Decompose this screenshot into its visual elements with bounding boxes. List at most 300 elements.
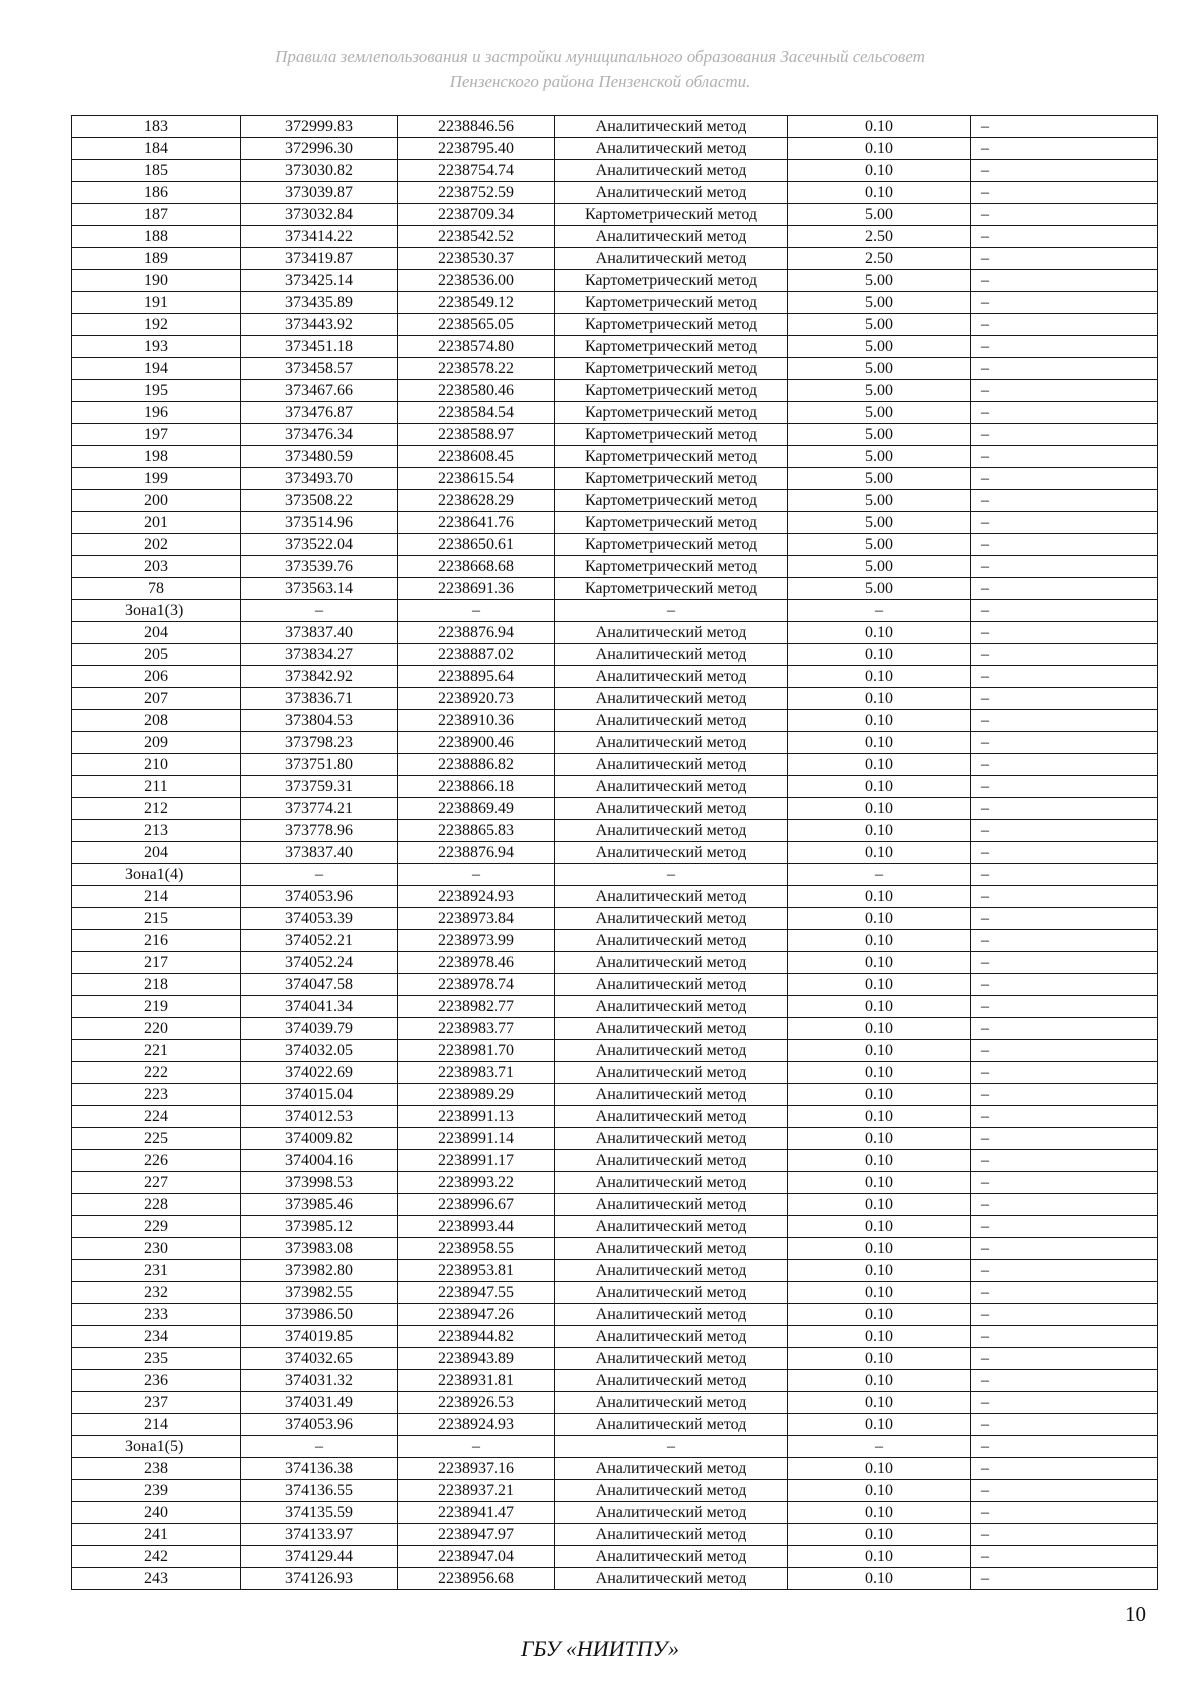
accuracy-cell: 5.00: [788, 578, 971, 600]
table-row: [72, 754, 1158, 776]
table-row: [72, 248, 1158, 270]
x-coordinate-cell: 374136.38: [241, 1458, 398, 1480]
point-number-cell: 211: [72, 776, 241, 798]
y-coordinate-cell: 2238530.37: [398, 248, 555, 270]
note-cell: –: [971, 952, 1158, 974]
table-row: [72, 1348, 1158, 1370]
point-number-cell: 206: [72, 666, 241, 688]
point-number-cell: 186: [72, 182, 241, 204]
method-cell: Картометрический метод: [555, 402, 788, 424]
y-coordinate-cell: 2238983.71: [398, 1062, 555, 1084]
x-coordinate-cell: 373986.50: [241, 1304, 398, 1326]
x-coordinate-cell: 374032.65: [241, 1348, 398, 1370]
accuracy-cell: 0.10: [788, 1216, 971, 1238]
point-number-cell: 185: [72, 160, 241, 182]
accuracy-cell: 0.10: [788, 182, 971, 204]
method-cell: Картометрический метод: [555, 512, 788, 534]
table-row: [72, 1260, 1158, 1282]
table-row: [72, 1458, 1158, 1480]
note-cell: –: [971, 622, 1158, 644]
note-cell: –: [971, 1392, 1158, 1414]
table-row: [72, 490, 1158, 512]
y-coordinate-cell: –: [398, 600, 555, 622]
table-row: [72, 1568, 1158, 1590]
note-cell: –: [971, 1172, 1158, 1194]
method-cell: Аналитический метод: [555, 182, 788, 204]
footer-organization: ГБУ «НИИТПУ»: [520, 1636, 680, 1661]
method-cell: Аналитический метод: [555, 1392, 788, 1414]
zone-row: [72, 864, 1158, 886]
y-coordinate-cell: 2238628.29: [398, 490, 555, 512]
x-coordinate-cell: 374053.96: [241, 886, 398, 908]
x-coordinate-cell: 374053.96: [241, 1414, 398, 1436]
y-coordinate-cell: 2238691.36: [398, 578, 555, 600]
x-coordinate-cell: 372999.83: [241, 116, 398, 138]
accuracy-cell: 5.00: [788, 534, 971, 556]
method-cell: Аналитический метод: [555, 644, 788, 666]
y-coordinate-cell: 2238947.26: [398, 1304, 555, 1326]
accuracy-cell: 0.10: [788, 1568, 971, 1590]
table-row: [72, 996, 1158, 1018]
table-row: [72, 1018, 1158, 1040]
method-cell: Картометрический метод: [555, 446, 788, 468]
x-coordinate-cell: 374136.55: [241, 1480, 398, 1502]
point-number-cell: 240: [72, 1502, 241, 1524]
y-coordinate-cell: 2238869.49: [398, 798, 555, 820]
note-cell: –: [971, 1040, 1158, 1062]
point-number-cell: 203: [72, 556, 241, 578]
method-cell: Аналитический метод: [555, 842, 788, 864]
note-cell: –: [971, 996, 1158, 1018]
method-cell: Аналитический метод: [555, 666, 788, 688]
accuracy-cell: 0.10: [788, 1546, 971, 1568]
accuracy-cell: 0.10: [788, 798, 971, 820]
method-cell: Аналитический метод: [555, 138, 788, 160]
x-coordinate-cell: 374009.82: [241, 1128, 398, 1150]
y-coordinate-cell: 2238920.73: [398, 688, 555, 710]
method-cell: Картометрический метод: [555, 534, 788, 556]
y-coordinate-cell: 2238709.34: [398, 204, 555, 226]
y-coordinate-cell: 2238542.52: [398, 226, 555, 248]
accuracy-cell: 0.10: [788, 908, 971, 930]
y-coordinate-cell: 2238615.54: [398, 468, 555, 490]
note-cell: –: [971, 600, 1158, 622]
table-row: [72, 1304, 1158, 1326]
method-cell: Аналитический метод: [555, 1304, 788, 1326]
table-row: [72, 468, 1158, 490]
x-coordinate-cell: 373476.34: [241, 424, 398, 446]
table-row: [72, 336, 1158, 358]
accuracy-cell: 0.10: [788, 1414, 971, 1436]
x-coordinate-cell: 373751.80: [241, 754, 398, 776]
table-row: [72, 512, 1158, 534]
note-cell: –: [971, 1370, 1158, 1392]
point-number-cell: 217: [72, 952, 241, 974]
accuracy-cell: 0.10: [788, 1304, 971, 1326]
point-number-cell: 183: [72, 116, 241, 138]
method-cell: Аналитический метод: [555, 1326, 788, 1348]
accuracy-cell: 2.50: [788, 248, 971, 270]
y-coordinate-cell: 2238989.29: [398, 1084, 555, 1106]
point-number-cell: 184: [72, 138, 241, 160]
y-coordinate-cell: 2238996.67: [398, 1194, 555, 1216]
point-number-cell: 215: [72, 908, 241, 930]
point-number-cell: 222: [72, 1062, 241, 1084]
point-number-cell: 187: [72, 204, 241, 226]
y-coordinate-cell: 2238958.55: [398, 1238, 555, 1260]
method-cell: Аналитический метод: [555, 776, 788, 798]
method-cell: Аналитический метод: [555, 226, 788, 248]
note-cell: –: [971, 1326, 1158, 1348]
note-cell: –: [971, 446, 1158, 468]
method-cell: Аналитический метод: [555, 952, 788, 974]
accuracy-cell: 5.00: [788, 512, 971, 534]
note-cell: –: [971, 644, 1158, 666]
method-cell: Аналитический метод: [555, 974, 788, 996]
x-coordinate-cell: 373458.57: [241, 358, 398, 380]
point-number-cell: 212: [72, 798, 241, 820]
x-coordinate-cell: 374004.16: [241, 1150, 398, 1172]
y-coordinate-cell: 2238978.46: [398, 952, 555, 974]
x-coordinate-cell: 373798.23: [241, 732, 398, 754]
table-row: [72, 116, 1158, 138]
method-cell: Картометрический метод: [555, 424, 788, 446]
accuracy-cell: 0.10: [788, 1326, 971, 1348]
y-coordinate-cell: 2238641.76: [398, 512, 555, 534]
y-coordinate-cell: 2238944.82: [398, 1326, 555, 1348]
x-coordinate-cell: 373837.40: [241, 622, 398, 644]
note-cell: –: [971, 160, 1158, 182]
y-coordinate-cell: 2238982.77: [398, 996, 555, 1018]
method-cell: Картометрический метод: [555, 270, 788, 292]
x-coordinate-cell: 374039.79: [241, 1018, 398, 1040]
note-cell: –: [971, 1414, 1158, 1436]
y-coordinate-cell: 2238886.82: [398, 754, 555, 776]
accuracy-cell: 0.10: [788, 644, 971, 666]
accuracy-cell: 0.10: [788, 930, 971, 952]
y-coordinate-cell: 2238981.70: [398, 1040, 555, 1062]
note-cell: –: [971, 930, 1158, 952]
table-row: [72, 644, 1158, 666]
note-cell: –: [971, 402, 1158, 424]
coordinates-table-body: [72, 116, 1158, 1590]
point-number-cell: 233: [72, 1304, 241, 1326]
accuracy-cell: 5.00: [788, 358, 971, 380]
point-number-cell: 229: [72, 1216, 241, 1238]
note-cell: –: [971, 1216, 1158, 1238]
x-coordinate-cell: 373514.96: [241, 512, 398, 534]
y-coordinate-cell: 2238947.55: [398, 1282, 555, 1304]
point-number-cell: 223: [72, 1084, 241, 1106]
point-number-cell: 201: [72, 512, 241, 534]
note-cell: –: [971, 534, 1158, 556]
accuracy-cell: 0.10: [788, 116, 971, 138]
point-number-cell: 241: [72, 1524, 241, 1546]
note-cell: –: [971, 248, 1158, 270]
x-coordinate-cell: 373982.55: [241, 1282, 398, 1304]
table-row: [72, 534, 1158, 556]
accuracy-cell: 0.10: [788, 886, 971, 908]
point-number-cell: 219: [72, 996, 241, 1018]
x-coordinate-cell: 373476.87: [241, 402, 398, 424]
y-coordinate-cell: 2238991.17: [398, 1150, 555, 1172]
y-coordinate-cell: 2238795.40: [398, 138, 555, 160]
accuracy-cell: 0.10: [788, 842, 971, 864]
table-row: [72, 1150, 1158, 1172]
page-number: 10: [1125, 1602, 1146, 1626]
y-coordinate-cell: 2238973.84: [398, 908, 555, 930]
accuracy-cell: 5.00: [788, 204, 971, 226]
y-coordinate-cell: 2238584.54: [398, 402, 555, 424]
point-number-cell: 204: [72, 842, 241, 864]
method-cell: Аналитический метод: [555, 1414, 788, 1436]
x-coordinate-cell: 374019.85: [241, 1326, 398, 1348]
x-coordinate-cell: 373032.84: [241, 204, 398, 226]
point-number-cell: 237: [72, 1392, 241, 1414]
note-cell: –: [971, 1150, 1158, 1172]
header-line-2: Пензенского района Пензенской области.: [449, 72, 751, 91]
table-row: [72, 1524, 1158, 1546]
point-number-cell: 188: [72, 226, 241, 248]
method-cell: Аналитический метод: [555, 732, 788, 754]
x-coordinate-cell: 374133.97: [241, 1524, 398, 1546]
accuracy-cell: 0.10: [788, 622, 971, 644]
coordinates-table: [71, 115, 1158, 1590]
point-number-cell: 197: [72, 424, 241, 446]
x-coordinate-cell: 373842.92: [241, 666, 398, 688]
point-number-cell: 208: [72, 710, 241, 732]
accuracy-cell: 0.10: [788, 1018, 971, 1040]
note-cell: –: [971, 490, 1158, 512]
point-number-cell: 220: [72, 1018, 241, 1040]
note-cell: –: [971, 1458, 1158, 1480]
table-row: [72, 974, 1158, 996]
note-cell: –: [971, 578, 1158, 600]
x-coordinate-cell: 374031.32: [241, 1370, 398, 1392]
x-coordinate-cell: 374032.05: [241, 1040, 398, 1062]
y-coordinate-cell: –: [398, 1436, 555, 1458]
table-row: [72, 1040, 1158, 1062]
x-coordinate-cell: 373039.87: [241, 182, 398, 204]
method-cell: –: [555, 600, 788, 622]
x-coordinate-cell: 373419.87: [241, 248, 398, 270]
x-coordinate-cell: 374052.21: [241, 930, 398, 952]
note-cell: –: [971, 688, 1158, 710]
x-coordinate-cell: 373435.89: [241, 292, 398, 314]
note-cell: –: [971, 380, 1158, 402]
note-cell: –: [971, 1348, 1158, 1370]
point-number-cell: 238: [72, 1458, 241, 1480]
note-cell: –: [971, 292, 1158, 314]
accuracy-cell: 5.00: [788, 270, 971, 292]
note-cell: –: [971, 226, 1158, 248]
x-coordinate-cell: 373804.53: [241, 710, 398, 732]
method-cell: Аналитический метод: [555, 820, 788, 842]
table-row: [72, 182, 1158, 204]
table-row: [72, 1128, 1158, 1150]
y-coordinate-cell: 2238895.64: [398, 666, 555, 688]
point-number-cell: Зона1(5): [72, 1436, 241, 1458]
table-row: [72, 380, 1158, 402]
y-coordinate-cell: 2238565.05: [398, 314, 555, 336]
accuracy-cell: 5.00: [788, 468, 971, 490]
method-cell: Аналитический метод: [555, 908, 788, 930]
x-coordinate-cell: 374012.53: [241, 1106, 398, 1128]
accuracy-cell: 5.00: [788, 424, 971, 446]
x-coordinate-cell: 374126.93: [241, 1568, 398, 1590]
method-cell: Картометрический метод: [555, 556, 788, 578]
method-cell: Аналитический метод: [555, 1480, 788, 1502]
y-coordinate-cell: 2238549.12: [398, 292, 555, 314]
table-row: [72, 578, 1158, 600]
x-coordinate-cell: 374047.58: [241, 974, 398, 996]
x-coordinate-cell: 373493.70: [241, 468, 398, 490]
accuracy-cell: 0.10: [788, 732, 971, 754]
accuracy-cell: 0.10: [788, 1194, 971, 1216]
point-number-cell: 213: [72, 820, 241, 842]
x-coordinate-cell: 374041.34: [241, 996, 398, 1018]
point-number-cell: 236: [72, 1370, 241, 1392]
point-number-cell: 231: [72, 1260, 241, 1282]
method-cell: Аналитический метод: [555, 1062, 788, 1084]
table-row: [72, 160, 1158, 182]
y-coordinate-cell: 2238846.56: [398, 116, 555, 138]
note-cell: –: [971, 1480, 1158, 1502]
accuracy-cell: 0.10: [788, 1128, 971, 1150]
method-cell: Аналитический метод: [555, 996, 788, 1018]
x-coordinate-cell: 373522.04: [241, 534, 398, 556]
point-number-cell: 224: [72, 1106, 241, 1128]
method-cell: Аналитический метод: [555, 1084, 788, 1106]
y-coordinate-cell: 2238926.53: [398, 1392, 555, 1414]
y-coordinate-cell: 2238754.74: [398, 160, 555, 182]
point-number-cell: 191: [72, 292, 241, 314]
table-row: [72, 1084, 1158, 1106]
y-coordinate-cell: 2238943.89: [398, 1348, 555, 1370]
accuracy-cell: 5.00: [788, 380, 971, 402]
y-coordinate-cell: 2238887.02: [398, 644, 555, 666]
note-cell: –: [971, 842, 1158, 864]
point-number-cell: 228: [72, 1194, 241, 1216]
note-cell: –: [971, 1062, 1158, 1084]
point-number-cell: 226: [72, 1150, 241, 1172]
point-number-cell: 200: [72, 490, 241, 512]
accuracy-cell: 0.10: [788, 1062, 971, 1084]
table-row: [72, 1106, 1158, 1128]
accuracy-cell: 0.10: [788, 1106, 971, 1128]
point-number-cell: 227: [72, 1172, 241, 1194]
note-cell: –: [971, 908, 1158, 930]
point-number-cell: Зона1(3): [72, 600, 241, 622]
y-coordinate-cell: 2238588.97: [398, 424, 555, 446]
point-number-cell: 189: [72, 248, 241, 270]
accuracy-cell: –: [788, 864, 971, 886]
table-row: [72, 1238, 1158, 1260]
table-row: [72, 930, 1158, 952]
method-cell: Картометрический метод: [555, 336, 788, 358]
accuracy-cell: 0.10: [788, 974, 971, 996]
table-row: [72, 270, 1158, 292]
accuracy-cell: 0.10: [788, 666, 971, 688]
accuracy-cell: 0.10: [788, 1040, 971, 1062]
x-coordinate-cell: 373759.31: [241, 776, 398, 798]
note-cell: –: [971, 1436, 1158, 1458]
method-cell: Картометрический метод: [555, 490, 788, 512]
y-coordinate-cell: 2238876.94: [398, 622, 555, 644]
table-row: [72, 1282, 1158, 1304]
accuracy-cell: 0.10: [788, 1084, 971, 1106]
table-row: [72, 886, 1158, 908]
y-coordinate-cell: 2238650.61: [398, 534, 555, 556]
y-coordinate-cell: 2238910.36: [398, 710, 555, 732]
table-row: [72, 1480, 1158, 1502]
table-row: [72, 820, 1158, 842]
x-coordinate-cell: 373985.46: [241, 1194, 398, 1216]
method-cell: Аналитический метод: [555, 1458, 788, 1480]
note-cell: –: [971, 974, 1158, 996]
method-cell: Аналитический метод: [555, 1370, 788, 1392]
point-number-cell: 225: [72, 1128, 241, 1150]
accuracy-cell: 0.10: [788, 996, 971, 1018]
accuracy-cell: 0.10: [788, 1172, 971, 1194]
y-coordinate-cell: 2238752.59: [398, 182, 555, 204]
point-number-cell: 239: [72, 1480, 241, 1502]
y-coordinate-cell: 2238993.22: [398, 1172, 555, 1194]
x-coordinate-cell: 374022.69: [241, 1062, 398, 1084]
point-number-cell: 243: [72, 1568, 241, 1590]
table-row: [72, 1502, 1158, 1524]
x-coordinate-cell: –: [241, 1436, 398, 1458]
y-coordinate-cell: 2238608.45: [398, 446, 555, 468]
point-number-cell: 193: [72, 336, 241, 358]
table-row: [72, 1062, 1158, 1084]
method-cell: Аналитический метод: [555, 1348, 788, 1370]
note-cell: –: [971, 1128, 1158, 1150]
table-row: [72, 1546, 1158, 1568]
x-coordinate-cell: 373985.12: [241, 1216, 398, 1238]
table-row: [72, 1370, 1158, 1392]
x-coordinate-cell: 373539.76: [241, 556, 398, 578]
accuracy-cell: 5.00: [788, 314, 971, 336]
table-row: [72, 204, 1158, 226]
y-coordinate-cell: 2238866.18: [398, 776, 555, 798]
method-cell: Аналитический метод: [555, 886, 788, 908]
note-cell: –: [971, 732, 1158, 754]
x-coordinate-cell: 373837.40: [241, 842, 398, 864]
note-cell: –: [971, 1568, 1158, 1590]
method-cell: Аналитический метод: [555, 754, 788, 776]
method-cell: Аналитический метод: [555, 116, 788, 138]
x-coordinate-cell: 373774.21: [241, 798, 398, 820]
y-coordinate-cell: –: [398, 864, 555, 886]
point-number-cell: 232: [72, 1282, 241, 1304]
y-coordinate-cell: 2238993.44: [398, 1216, 555, 1238]
accuracy-cell: 0.10: [788, 1480, 971, 1502]
method-cell: Картометрический метод: [555, 468, 788, 490]
x-coordinate-cell: 373030.82: [241, 160, 398, 182]
note-cell: –: [971, 1260, 1158, 1282]
method-cell: –: [555, 1436, 788, 1458]
y-coordinate-cell: 2238578.22: [398, 358, 555, 380]
note-cell: –: [971, 864, 1158, 886]
point-number-cell: 214: [72, 1414, 241, 1436]
table-row: [72, 138, 1158, 160]
table-row: [72, 1392, 1158, 1414]
table-row: [72, 226, 1158, 248]
y-coordinate-cell: 2238924.93: [398, 886, 555, 908]
y-coordinate-cell: 2238574.80: [398, 336, 555, 358]
method-cell: Аналитический метод: [555, 930, 788, 952]
